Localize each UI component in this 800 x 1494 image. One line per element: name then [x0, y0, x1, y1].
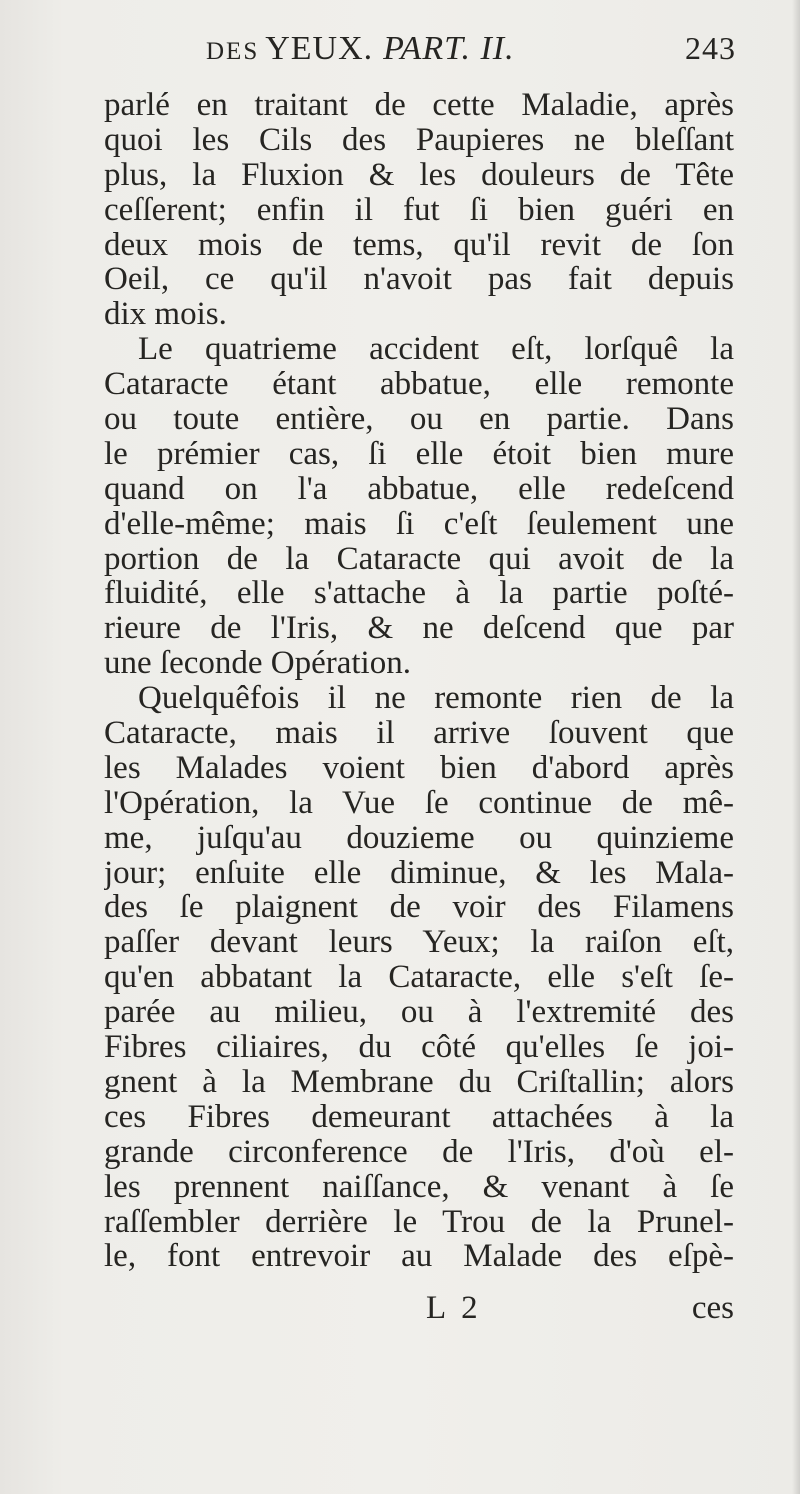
- text-line: gnent à la Membrane du Criſtallin; alors: [104, 1064, 734, 1100]
- page-footer: [104, 1290, 734, 1326]
- running-title-word: YEUX.: [265, 30, 374, 67]
- text-line: portion de la Cataracte qui avoit de la: [104, 541, 734, 577]
- running-header: [106, 30, 736, 70]
- text-line: parée au milieu, ou à l'extremité des: [104, 995, 734, 1031]
- running-title: [206, 30, 515, 68]
- page-gutter-shadow: [792, 0, 800, 1494]
- text-line: rieure de l'Iris, & ne deſcend que par: [104, 611, 734, 647]
- text-line: deux mois de tems, qu'il revit de ſon: [104, 227, 734, 263]
- body-text: [104, 88, 734, 1274]
- catchword: ces: [691, 1290, 734, 1326]
- text-line: me, juſqu'au douzieme ou quinzieme: [104, 820, 734, 856]
- text-line: raſſembler derrière le Trou de la Prunel-: [104, 1204, 734, 1240]
- text-line: paſſer devant leurs Yeux; la raiſon eſt,: [104, 925, 734, 961]
- text-line: quand on l'a abbatue, elle redeſcend: [104, 471, 734, 507]
- running-title-part: PART. II.: [383, 30, 515, 67]
- text-line: les prennent naiſſance, & venant à ſe: [104, 1169, 734, 1205]
- text-line: ceſſerent; enfin il fut ſi bien guéri en: [104, 192, 734, 228]
- text-line: ces Fibres demeurant attachées à la: [104, 1099, 734, 1135]
- text-line: qu'en abbatant la Cataracte, elle s'eſt ſe-: [104, 960, 734, 996]
- text-line: Le quatrieme accident eſt, lorſquê la: [138, 332, 734, 368]
- text-line: Cataracte étant abbatue, elle remonte: [104, 367, 734, 403]
- paragraph: [104, 332, 734, 681]
- text-line: d'elle-même; mais ſi c'eſt ſeulement une: [104, 506, 734, 542]
- text-line: le, font entrevoir au Malade des eſpè-: [104, 1239, 734, 1275]
- text-line: des ſe plaignent de voir des Filamens: [104, 890, 734, 926]
- text-line: jour; enſuite elle diminue, & les Mala-: [104, 855, 734, 891]
- page-number: 243: [685, 30, 736, 66]
- text-line: ou toute entière, ou en partie. Dans: [104, 402, 734, 437]
- text-line: dix mois.: [104, 297, 227, 333]
- text-line: Fibres ciliaires, du côté qu'elles ſe joi-: [104, 1030, 734, 1065]
- text-line: fluidité, elle s'attache à la partie poſté-: [104, 576, 734, 612]
- signature-mark: L 2: [426, 1290, 482, 1326]
- text-line: une ſeconde Opération.: [104, 646, 411, 682]
- text-line: parlé en traitant de cette Maladie, après: [104, 88, 734, 123]
- text-line: quoi les Cils des Paupieres ne bleſſant: [104, 122, 734, 158]
- text-line: le prémier cas, ſi elle étoit bien mure: [104, 436, 734, 472]
- paragraph: [104, 88, 734, 332]
- text-line: Oeil, ce qu'il n'avoit pas fait depuis: [104, 262, 734, 298]
- text-line: Quelquêfois il ne remonte rien de la: [138, 681, 734, 717]
- paragraph: [104, 681, 734, 1274]
- text-line: Cataracte, mais il arrive ſouvent que: [104, 716, 734, 751]
- running-title-prefix: DES: [206, 38, 260, 65]
- text-line: plus, la Fluxion & les douleurs de Tête: [104, 157, 734, 193]
- text-line: l'Opération, la Vue ſe continue de mê-: [104, 785, 734, 821]
- text-line: grande circonference de l'Iris, d'où el-: [104, 1134, 734, 1170]
- text-line: les Malades voient bien d'abord après: [104, 750, 734, 786]
